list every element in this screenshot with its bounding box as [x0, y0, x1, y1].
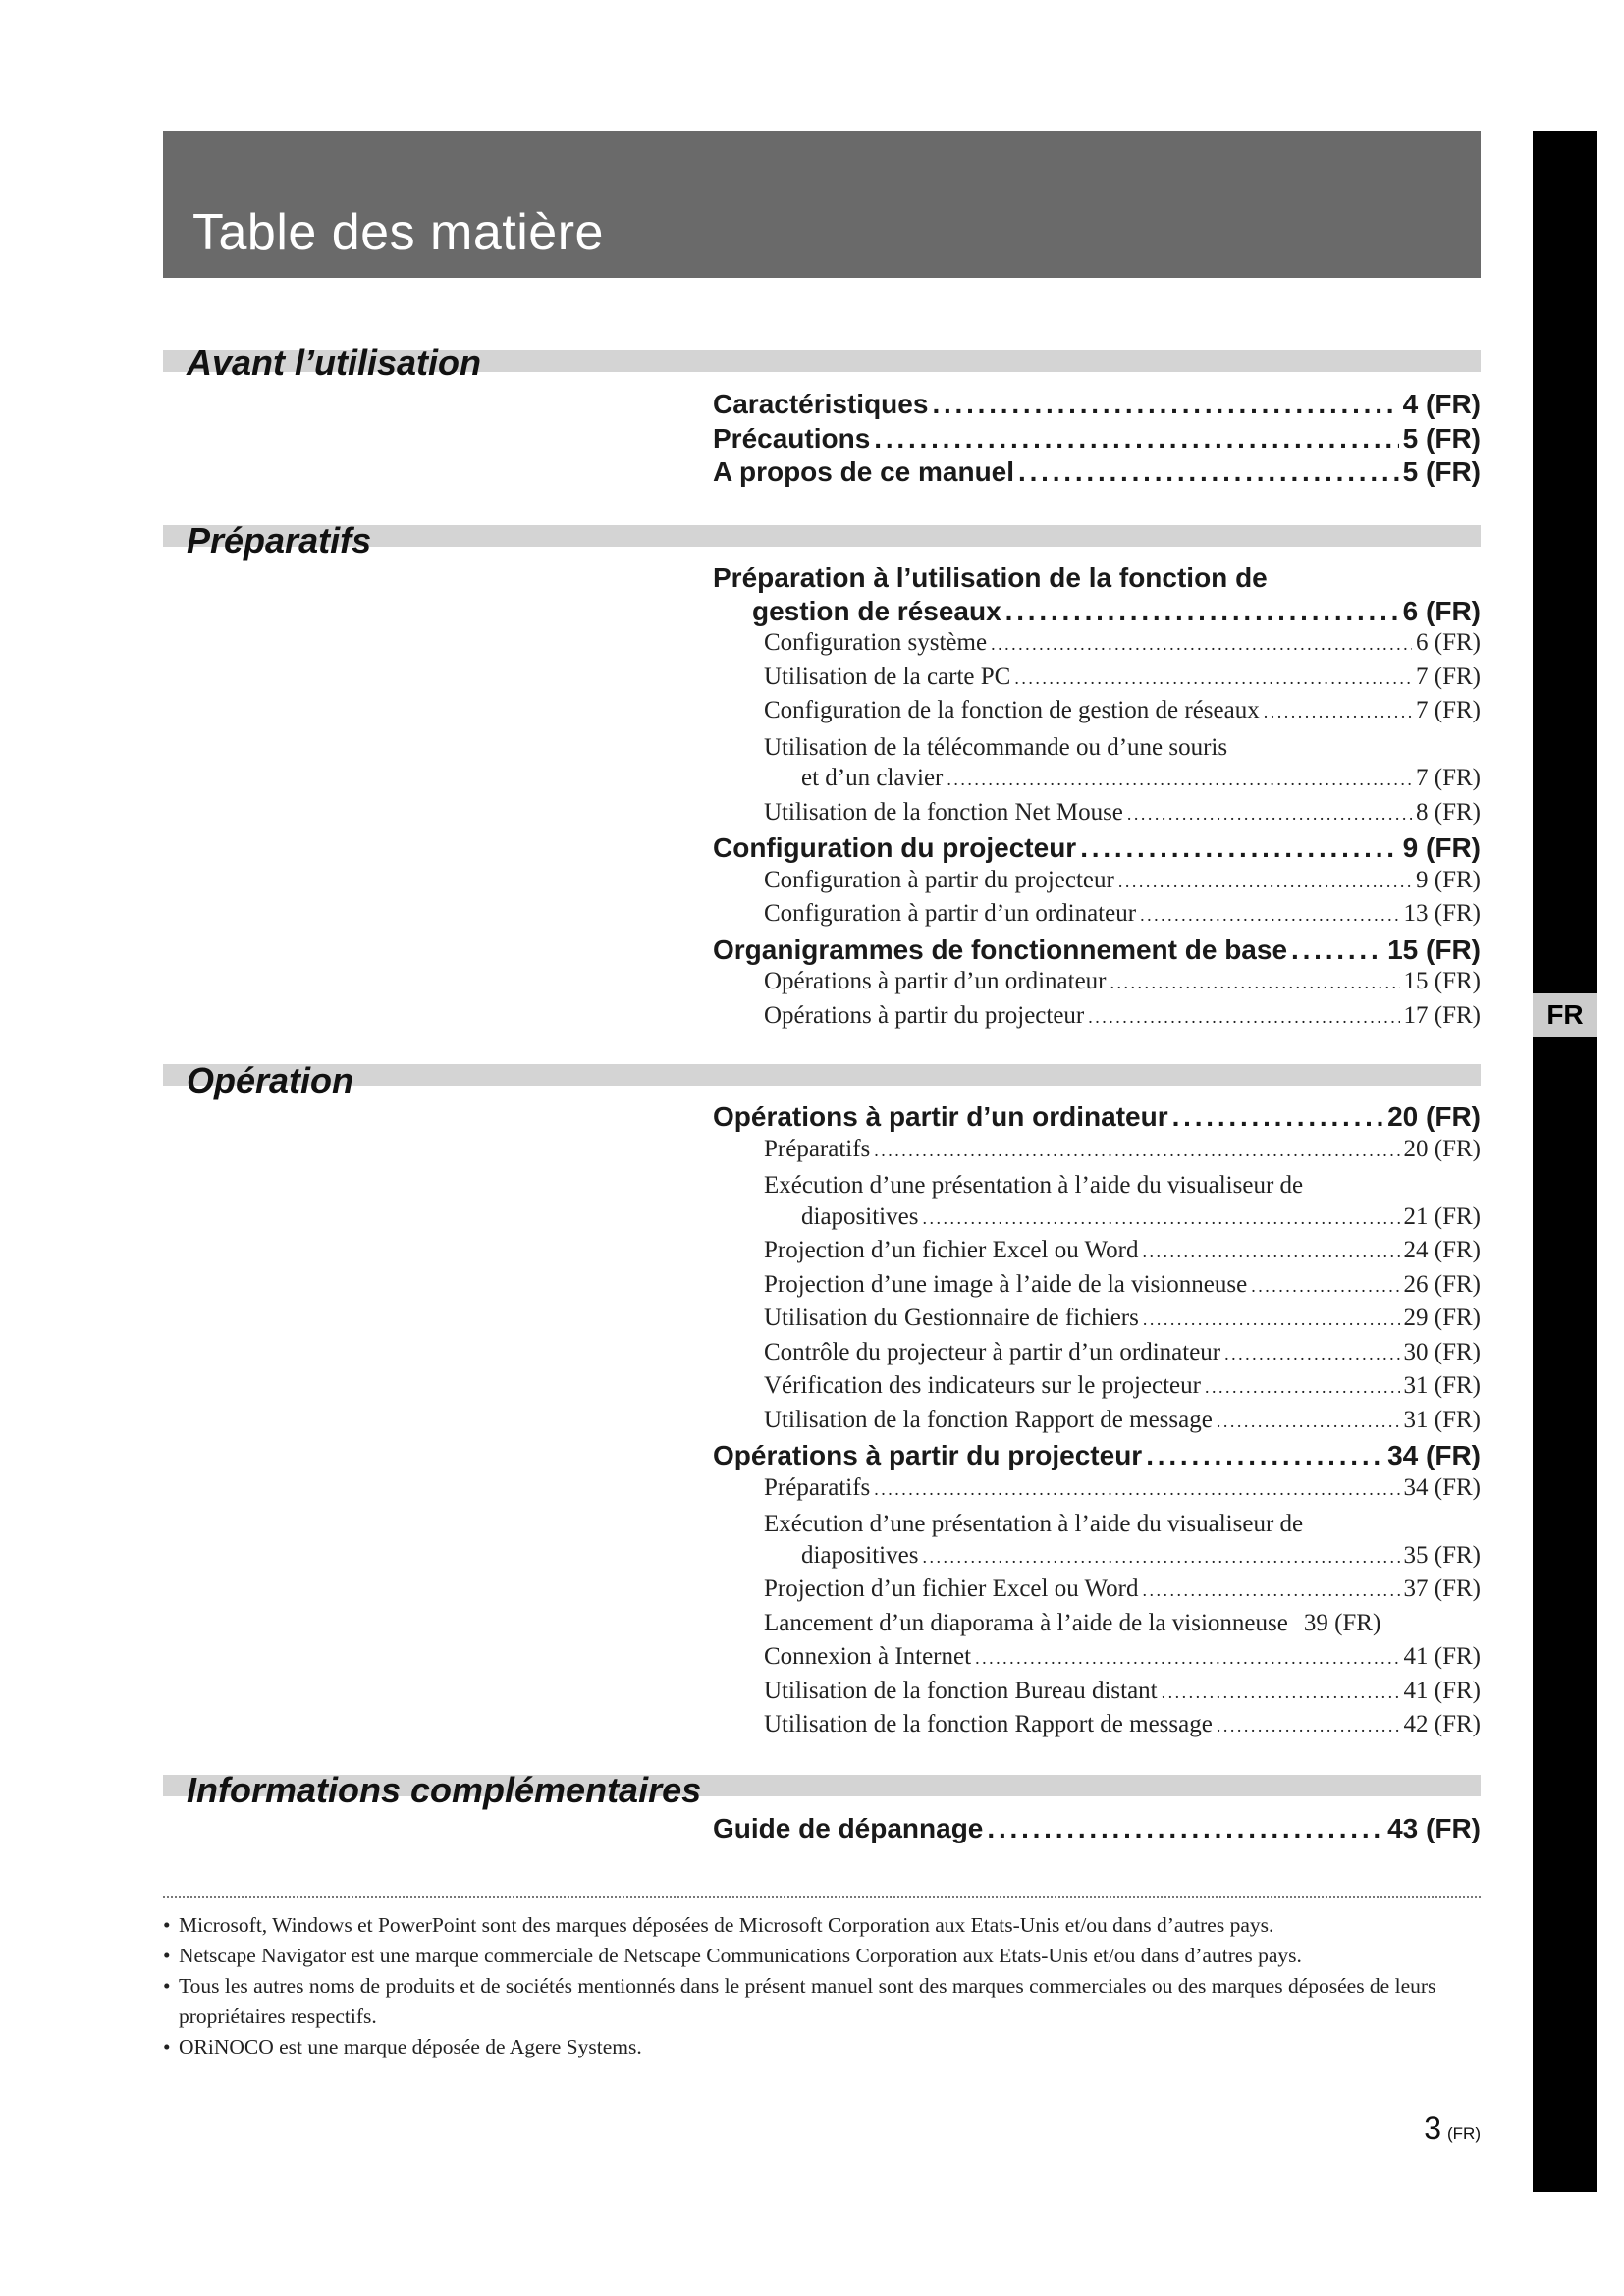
leader-dots [947, 765, 1412, 792]
toc-entry[interactable] [713, 456, 1481, 491]
toc-page-ref: 31 (FR) [1403, 1406, 1481, 1433]
leader-dots [1224, 1339, 1399, 1366]
toc-entry-label: Projection d’une image à l’aide de la visionneuse [764, 1270, 1248, 1298]
toc-entry-label: Préparatifs [764, 1135, 871, 1162]
leader-dots [874, 423, 1398, 454]
toc-entry-continuation: diapositives [801, 1541, 919, 1569]
toc-entry[interactable] [713, 1813, 1481, 1847]
toc-page-ref: 41 (FR) [1403, 1643, 1481, 1670]
toc-entry-label: Projection d’un fichier Excel ou Word [764, 1575, 1139, 1602]
toc-entry-label: Guide de dépannage [713, 1813, 984, 1843]
toc-entry[interactable] [713, 900, 1481, 934]
toc-page-ref: 39 (FR) [1303, 1609, 1381, 1636]
toc-entry-label: Configuration de la fonction de gestion de réseaux [764, 697, 1260, 723]
toc-page-ref: 20 (FR) [1387, 1101, 1481, 1132]
toc-entry-label: Utilisation de la fonction Rapport de message [764, 1711, 1213, 1737]
toc-entry[interactable] [713, 1643, 1481, 1678]
toc-page-ref: 6 (FR) [1416, 629, 1481, 656]
leader-dots [1080, 832, 1398, 864]
leader-dots [975, 1643, 1399, 1671]
toc-page-ref: 41 (FR) [1403, 1677, 1481, 1704]
toc-section-informations [713, 1813, 1481, 1847]
toc-entry[interactable] [713, 1237, 1481, 1271]
toc-entry-label: Organigrammes de fonctionnement de base [713, 934, 1288, 965]
toc-entry[interactable] [713, 664, 1481, 698]
toc-entry-label: Préparatifs [764, 1473, 871, 1501]
toc-entry[interactable] [713, 934, 1481, 969]
toc-page-ref: 7 (FR) [1416, 663, 1481, 690]
leader-dots [1118, 867, 1412, 894]
toc-entry[interactable] [713, 1542, 1481, 1576]
toc-page-ref: 7 (FR) [1416, 697, 1481, 723]
toc-section-operation [713, 1101, 1481, 1745]
toc-entry-continuation: et d’un clavier [801, 765, 944, 791]
title-banner [163, 131, 1481, 278]
toc-page-ref: 4 (FR) [1402, 389, 1481, 419]
toc-page-ref: 42 (FR) [1403, 1711, 1481, 1737]
leader-dots [1251, 1271, 1399, 1299]
toc-entry-label: Contrôle du projecteur à partir d’un ordinateur [764, 1338, 1221, 1365]
toc-page-ref: 34 (FR) [1403, 1473, 1481, 1501]
toc-entry-label: Opérations à partir du projecteur [764, 1001, 1085, 1029]
toc-entry[interactable] [713, 1203, 1481, 1238]
toc-section-preparatifs [713, 561, 1481, 1036]
toc-entry[interactable] [713, 1002, 1481, 1037]
leader-dots [1264, 697, 1412, 724]
toc-page-ref: 31 (FR) [1403, 1372, 1481, 1399]
toc-entry-label: Configuration à partir du projecteur [764, 866, 1114, 893]
toc-page-ref: 24 (FR) [1403, 1237, 1481, 1263]
toc-entry[interactable] [713, 1610, 1481, 1644]
toc-page-ref: 8 (FR) [1416, 798, 1481, 826]
toc-entry-label: A propos de ce manuel [713, 456, 1015, 487]
toc-entry-label: Exécution d’une présentation à l’aide du visualiseur de [764, 1172, 1304, 1199]
language-tab: FR [1533, 993, 1597, 1037]
leader-dots [932, 389, 1398, 420]
toc-entry[interactable] [713, 1678, 1481, 1712]
toc-entry-label: Opérations à partir du projecteur [713, 1440, 1143, 1470]
toc-entry[interactable] [713, 799, 1481, 833]
leader-dots [1142, 1237, 1399, 1264]
leader-dots [1143, 1305, 1400, 1332]
toc-entry[interactable] [713, 596, 1481, 630]
toc-entry-label: Configuration du projecteur [713, 832, 1077, 863]
toc-page-ref: 15 (FR) [1387, 934, 1481, 965]
leader-dots [1140, 900, 1399, 928]
trademark-notes [163, 1910, 1481, 2062]
toc-page-ref: 29 (FR) [1403, 1305, 1481, 1331]
section-title: Avant l’utilisation [187, 343, 482, 383]
toc-entry-label: Préparation à l’utilisation de la fonction de [713, 562, 1268, 593]
toc-entry[interactable] [713, 1339, 1481, 1373]
toc-entry[interactable] [713, 1474, 1481, 1509]
trademark-note: • Tous les autres noms de produits et de sociétés mentionnés dans le présent manuel sont des marques commerciales ou des marques déposées de leurs propriétaires respectifs. [163, 1971, 1481, 2032]
toc-entry-continuation: diapositives [801, 1202, 919, 1230]
toc-page-ref: 34 (FR) [1387, 1440, 1481, 1470]
toc-entry[interactable] [713, 1407, 1481, 1441]
toc-entry[interactable] [713, 1271, 1481, 1306]
leader-dots [874, 1136, 1399, 1163]
toc-page-ref: 21 (FR) [1403, 1202, 1481, 1230]
section-title: Opération [187, 1060, 354, 1100]
toc-page-ref: 30 (FR) [1403, 1338, 1481, 1365]
toc-entry-label: Précautions [713, 422, 871, 454]
section-title: Préparatifs [187, 520, 372, 561]
toc-entry-label: Vérification des indicateurs sur le projecteur [764, 1372, 1201, 1399]
toc-entry-label: Connexion à Internet [764, 1643, 972, 1670]
toc-page-ref: 43 (FR) [1387, 1813, 1481, 1843]
toc-entry-label: Utilisation de la fonction Bureau distant [764, 1677, 1158, 1704]
toc-page-ref: 17 (FR) [1403, 1001, 1481, 1029]
toc-page-ref: 26 (FR) [1403, 1270, 1481, 1298]
toc-entry-continuation: gestion de réseaux [752, 595, 1001, 626]
trademark-note: • ORiNOCO est une marque déposée de Agere Systems. [163, 2032, 1481, 2062]
toc-entry[interactable] [713, 389, 1481, 423]
leader-dots [991, 629, 1412, 657]
toc-entry-label: Configuration système [764, 629, 988, 656]
leader-dots [922, 1542, 1399, 1570]
toc-page-ref: 20 (FR) [1403, 1135, 1481, 1162]
toc-entry[interactable] [713, 1575, 1481, 1610]
trademark-note: • Netscape Navigator est une marque commerciale de Netscape Communications Corporation aux Etats-Unis et/ou dans d’autres pays. [163, 1941, 1481, 1971]
toc-entry[interactable] [713, 968, 1481, 1002]
toc-entry-label: Utilisation de la carte PC [764, 663, 1011, 690]
toc-entry[interactable] [713, 1305, 1481, 1339]
toc-entry-label: Opérations à partir d’un ordinateur [764, 968, 1107, 994]
toc-entry-label: Configuration à partir d’un ordinateur [764, 900, 1137, 927]
leader-dots [1291, 934, 1383, 966]
toc-entry[interactable] [713, 832, 1481, 867]
toc-entry[interactable] [713, 1711, 1481, 1745]
toc-page-ref: 6 (FR) [1402, 595, 1481, 626]
page-title: Table des matière [192, 204, 604, 261]
toc-entry[interactable] [713, 1440, 1481, 1474]
leader-dots [1127, 799, 1412, 827]
leader-dots [1172, 1101, 1383, 1133]
leader-dots [922, 1203, 1399, 1231]
page-number: 3 (FR) [1424, 2110, 1481, 2146]
leader-dots [1162, 1678, 1400, 1705]
toc-entry-label: Utilisation de la fonction Net Mouse [764, 798, 1123, 826]
toc-entry[interactable] [713, 1372, 1481, 1407]
toc-entry-label: Utilisation de la télécommande ou d’une souris [764, 733, 1228, 761]
toc-entry[interactable] [713, 867, 1481, 901]
toc-page-ref: 5 (FR) [1402, 422, 1481, 454]
leader-dots [874, 1474, 1399, 1502]
leader-dots [1205, 1372, 1400, 1400]
leader-dots [1142, 1575, 1399, 1603]
leader-dots [1110, 968, 1400, 995]
toc-entry-label: Opérations à partir d’un ordinateur [713, 1101, 1168, 1132]
toc-page-ref: 35 (FR) [1403, 1541, 1481, 1569]
toc-entry[interactable] [713, 423, 1481, 457]
toc-entry-label: Lancement d’un diaporama à l’aide de la visionneuse [764, 1609, 1288, 1636]
leader-dots [1217, 1407, 1400, 1434]
toc-entry[interactable] [713, 1101, 1481, 1136]
toc-entry-label: Utilisation de la fonction Rapport de message [764, 1406, 1213, 1433]
toc-entry[interactable] [713, 765, 1481, 799]
notes-divider [163, 1896, 1481, 1898]
leader-dots [1146, 1440, 1383, 1471]
toc-entry[interactable] [713, 629, 1481, 664]
toc-page-ref: 7 (FR) [1416, 765, 1481, 791]
toc-page-ref: 15 (FR) [1403, 968, 1481, 994]
leader-dots [1014, 664, 1412, 691]
leader-dots [1018, 456, 1399, 488]
side-thumb-strip [1533, 131, 1597, 2192]
toc-entry-label: Projection d’un fichier Excel ou Word [764, 1237, 1139, 1263]
trademark-note: • Microsoft, Windows et PowerPoint sont des marques déposées de Microsoft Corporation aux Etats-Unis et/ou dans d’autres pays. [163, 1910, 1481, 1941]
section-title: Informations complémentaires [187, 1770, 702, 1810]
toc-page-ref: 9 (FR) [1402, 832, 1481, 863]
leader-dots [1088, 1002, 1399, 1030]
toc-entry-label: Caractéristiques [713, 389, 929, 419]
toc-page-ref: 9 (FR) [1416, 866, 1481, 893]
toc-page-ref: 5 (FR) [1402, 456, 1481, 487]
toc-entry-label: Utilisation du Gestionnaire de fichiers [764, 1305, 1139, 1331]
toc-entry-label: Exécution d’une présentation à l’aide du visualiseur de [764, 1511, 1304, 1537]
toc-entry[interactable] [713, 1136, 1481, 1170]
toc-section-avant [713, 389, 1481, 491]
leader-dots [1217, 1711, 1400, 1738]
toc-entry[interactable] [713, 697, 1481, 731]
leader-dots [987, 1813, 1383, 1844]
leader-dots [1005, 596, 1399, 627]
toc-page-ref: 13 (FR) [1403, 900, 1481, 927]
toc-page-ref: 37 (FR) [1403, 1575, 1481, 1602]
